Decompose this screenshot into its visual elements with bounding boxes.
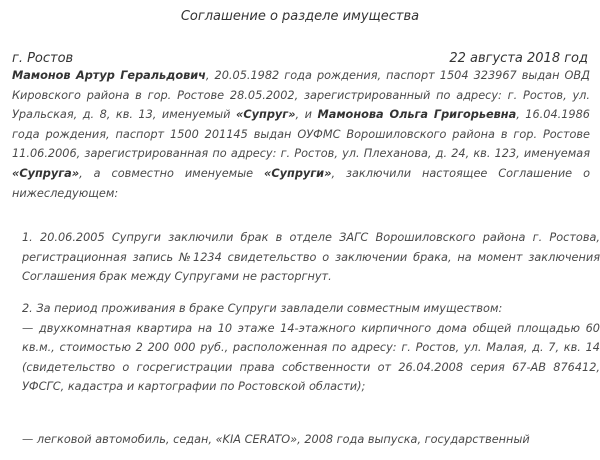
party-name-1: Мамонов Артур Геральдович: [12, 69, 206, 82]
intro-text-5: , заключили настоящее Соглашение о нижеследующем:: [12, 166, 590, 200]
party-role-1: «Супруг»: [236, 108, 296, 122]
intro-text-4: , а совместно именуемые: [79, 166, 265, 180]
intro-text-2: , и: [295, 108, 318, 122]
clause-2-item-car: — легковой автомобиль, седан, «KIA CERATO», 2008 года выпуска, государственный: [22, 433, 530, 446]
intro-paragraph: [12, 66, 590, 203]
intro-text-1: , 20.05.1982 года рождения, паспорт 1504 323967 выдан ОВД Кировского района в гор. Ростове 28.05.2002, зарегистрированный по адресу: г. Ростов, ул. Уральская, д. 8, кв. 13, именуемый: [12, 69, 590, 122]
clause-2-intro: 2. За период проживания в браке Супруги завладели совместным имуществом:: [22, 302, 503, 315]
clause-2-item-apartment: — двухкомнатная квартира на 10 этаже 14-этажного кирпичного дома общей площадью 60 кв.м., стоимостью 2 200 000 руб., расположенная по адресу: г. Ростов, ул. Малая, д. 7, кв. 14 (свидетельство о госрегистрации права собственности от 26.04.2008 серия 67-АВ 876412, УФСГС, кадастра и картографии по Ростовской области);: [22, 321, 600, 394]
intro-text-3: , 16.04.1986 года рождения, паспорт 1500 201145 выдан ОУФМС Ворошиловского района в гор. Ростове 11.06.2006, зарегистрированная по адресу: г. Ростов, ул. Плеханова, д. 24, кв. 123, именуемая: [12, 108, 590, 161]
document-place: г. Ростов: [12, 51, 74, 66]
party-role-3: «Супруги»: [264, 166, 332, 180]
clause-1: 1. 20.06.2005 Супруги заключили брак в отделе ЗАГС Ворошиловского района г. Ростова, регистрационная запись №1234 свидетельство о заключении брака, на момент заключения Соглашения брак между Супругами не расторгнут.: [22, 231, 600, 284]
party-role-2: «Супруга»: [12, 166, 80, 180]
party-name-2: Мамонова Ольга Григорьевна: [317, 108, 517, 122]
document-date: 22 августа 2018 год: [449, 51, 588, 66]
document-title: Соглашение о разделе имущества: [180, 9, 420, 24]
clause-2: [12, 299, 600, 397]
